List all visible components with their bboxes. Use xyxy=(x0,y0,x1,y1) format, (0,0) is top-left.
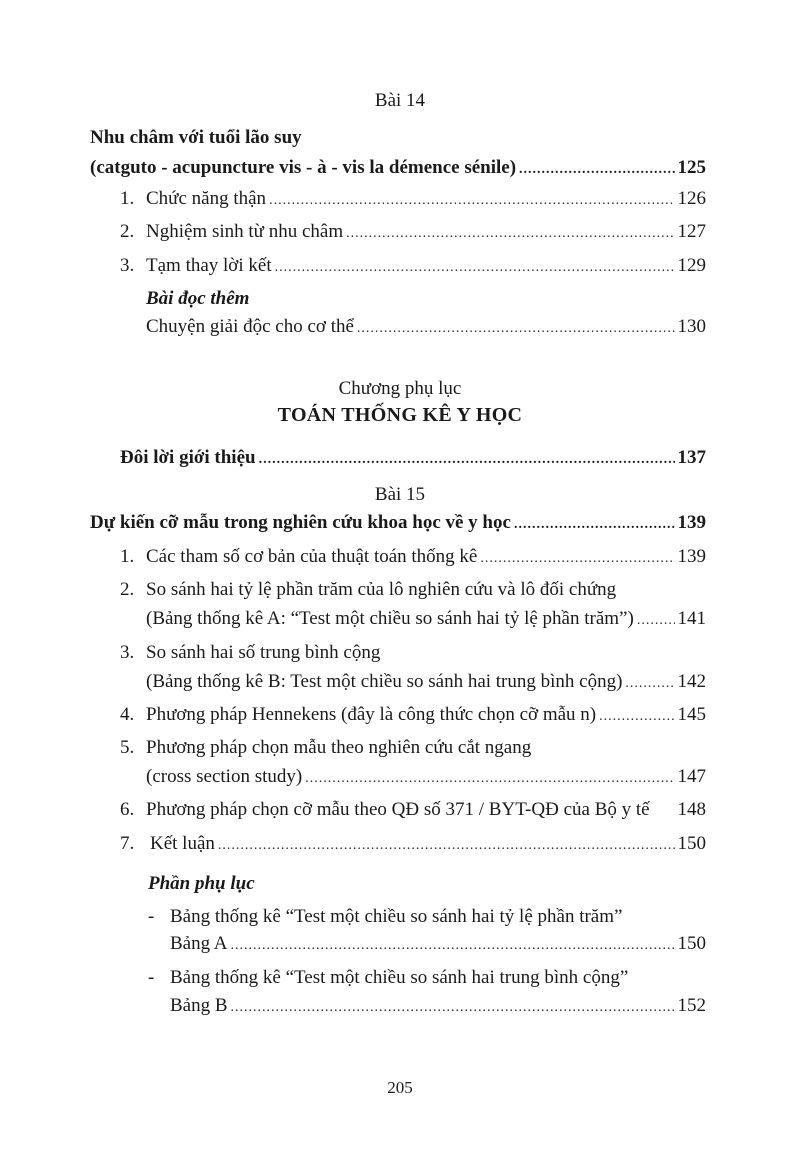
entry-text: Tạm thay lời kết xyxy=(146,255,272,276)
entry-number: 2. xyxy=(120,221,135,242)
toc-entry-line1 xyxy=(148,966,706,990)
toc-entry[interactable] xyxy=(120,187,706,213)
leader-dots xyxy=(480,547,674,571)
entry-text: Bảng thống kê “Test một chiều so sánh hai trung bình cộng” xyxy=(170,967,629,988)
entry-text: Bảng thống kê “Test một chiều so sánh hai tỷ lệ phần trăm” xyxy=(170,906,623,927)
leader-dots xyxy=(231,934,675,958)
leader-dots xyxy=(346,222,674,246)
entry-text: Phương pháp chọn cỡ mẫu theo QĐ số 371 / BYT-QĐ của Bộ y tế xyxy=(146,799,650,820)
entry-text: Bảng A xyxy=(170,933,228,954)
toc-entry[interactable] xyxy=(120,703,706,729)
entry-text: Bảng B xyxy=(170,995,228,1016)
toc-entry-line1 xyxy=(148,905,706,929)
entry-page: 150 xyxy=(677,833,706,854)
leader-dots xyxy=(599,705,674,729)
page-number: 205 xyxy=(387,1078,413,1097)
entry-number: 3. xyxy=(120,642,135,663)
toc-entry[interactable] xyxy=(146,607,706,633)
entry-text: So sánh hai số trung bình cộng xyxy=(146,642,381,663)
entry-number: 1. xyxy=(120,546,135,567)
entry-text: (Bảng thống kê A: “Test một chiều so sánh hai tỷ lệ phần trăm”) xyxy=(146,608,634,629)
entry-text: (Bảng thống kê B: Test một chiều so sánh hai trung bình cộng) xyxy=(146,671,623,692)
entry-text: Chức năng thận xyxy=(146,188,267,209)
entry-text: Dự kiến cỡ mẫu trong nghiên cứu khoa học về y học xyxy=(90,512,511,533)
leader-dots xyxy=(259,448,675,472)
entry-number: 7. xyxy=(120,833,135,854)
leader-dots xyxy=(637,609,675,633)
entry-page: 142 xyxy=(677,671,706,692)
entry-number: 3. xyxy=(120,255,135,276)
entry-page: 145 xyxy=(677,704,706,725)
entry-text: Chuyện giải độc cho cơ thể xyxy=(146,316,354,337)
entry-number: 2. xyxy=(120,579,135,600)
leader-dots xyxy=(357,317,675,341)
toc-entry-intro[interactable] xyxy=(120,446,706,472)
toc-entry[interactable] xyxy=(170,932,706,958)
entry-text: (catguto - acupuncture vis - à - vis la démence sénile) xyxy=(90,157,517,178)
entry-page: 137 xyxy=(677,447,706,468)
entry-text: Nghiệm sinh từ nhu châm xyxy=(146,221,344,242)
entry-text: Các tham số cơ bản của thuật toán thống kê xyxy=(146,546,478,567)
entry-number: 4. xyxy=(120,704,135,725)
entry-page: 147 xyxy=(677,766,706,787)
entry-number: 1. xyxy=(120,188,135,209)
appendix-chapter-label: Chương phụ lục xyxy=(338,378,462,399)
leader-dots xyxy=(218,834,675,858)
entry-text: (cross section study) xyxy=(146,766,303,787)
entry-page: 127 xyxy=(677,221,706,242)
toc-entry-line1 xyxy=(120,641,706,665)
toc-entry[interactable] xyxy=(120,220,706,246)
lesson-14-label: Bài 14 xyxy=(374,90,426,111)
entry-page: 152 xyxy=(677,995,706,1016)
entry-number: 5. xyxy=(120,737,135,758)
leader-dots xyxy=(519,158,674,182)
toc-entry[interactable] xyxy=(120,545,706,571)
entry-page: 139 xyxy=(677,546,706,567)
entry-text: Đôi lời giới thiệu xyxy=(120,447,256,468)
entry-text: Phương pháp chọn mẫu theo nghiên cứu cắt ngang xyxy=(146,737,532,758)
toc-entry[interactable] xyxy=(120,254,706,280)
entry-page: 139 xyxy=(677,512,706,533)
entry-page: 126 xyxy=(677,188,706,209)
entry-page: 150 xyxy=(677,933,706,954)
leader-dots xyxy=(305,767,674,791)
appendix-chapter-title: TOÁN THỐNG KÊ Y HỌC xyxy=(277,404,523,426)
lesson-15-label: Bài 15 xyxy=(374,484,426,505)
leader-dots xyxy=(275,256,675,280)
toc-entry-line1 xyxy=(120,578,706,602)
further-reading-label: Bài đọc thêm xyxy=(146,288,250,309)
entry-text: Phương pháp Hennekens (đây là công thức chọn cỡ mẫu n) xyxy=(146,704,597,725)
toc-entry[interactable] xyxy=(146,315,706,341)
entry-page: 141 xyxy=(677,608,706,629)
lesson-14-title-entry[interactable] xyxy=(90,156,706,182)
entry-text: Kết luận xyxy=(150,833,215,854)
toc-entry-line1 xyxy=(120,736,706,760)
toc-entry[interactable] xyxy=(120,832,706,858)
entry-bullet: - xyxy=(148,967,155,988)
entry-page: 129 xyxy=(677,255,706,276)
toc-entry[interactable] xyxy=(146,765,706,791)
toc-entry[interactable] xyxy=(120,798,706,822)
entry-number: 6. xyxy=(120,799,135,820)
toc-entry[interactable] xyxy=(146,670,706,696)
entry-text: So sánh hai tỷ lệ phần trăm của lô nghiên cứu và lô đối chứng xyxy=(146,579,617,600)
appendix-section-label: Phần phụ lục xyxy=(148,873,255,894)
lesson-14-title-line1: Nhu châm với tuổi lão suy xyxy=(90,127,302,148)
lesson-15-title-entry[interactable] xyxy=(90,511,706,537)
entry-page: 125 xyxy=(677,157,706,178)
entry-page: 148 xyxy=(677,799,706,820)
leader-dots xyxy=(269,189,674,213)
leader-dots xyxy=(514,513,675,537)
leader-dots xyxy=(231,996,675,1020)
entry-bullet: - xyxy=(148,906,155,927)
entry-page: 130 xyxy=(677,316,706,337)
leader-dots xyxy=(625,672,674,696)
toc-entry[interactable] xyxy=(170,994,706,1020)
